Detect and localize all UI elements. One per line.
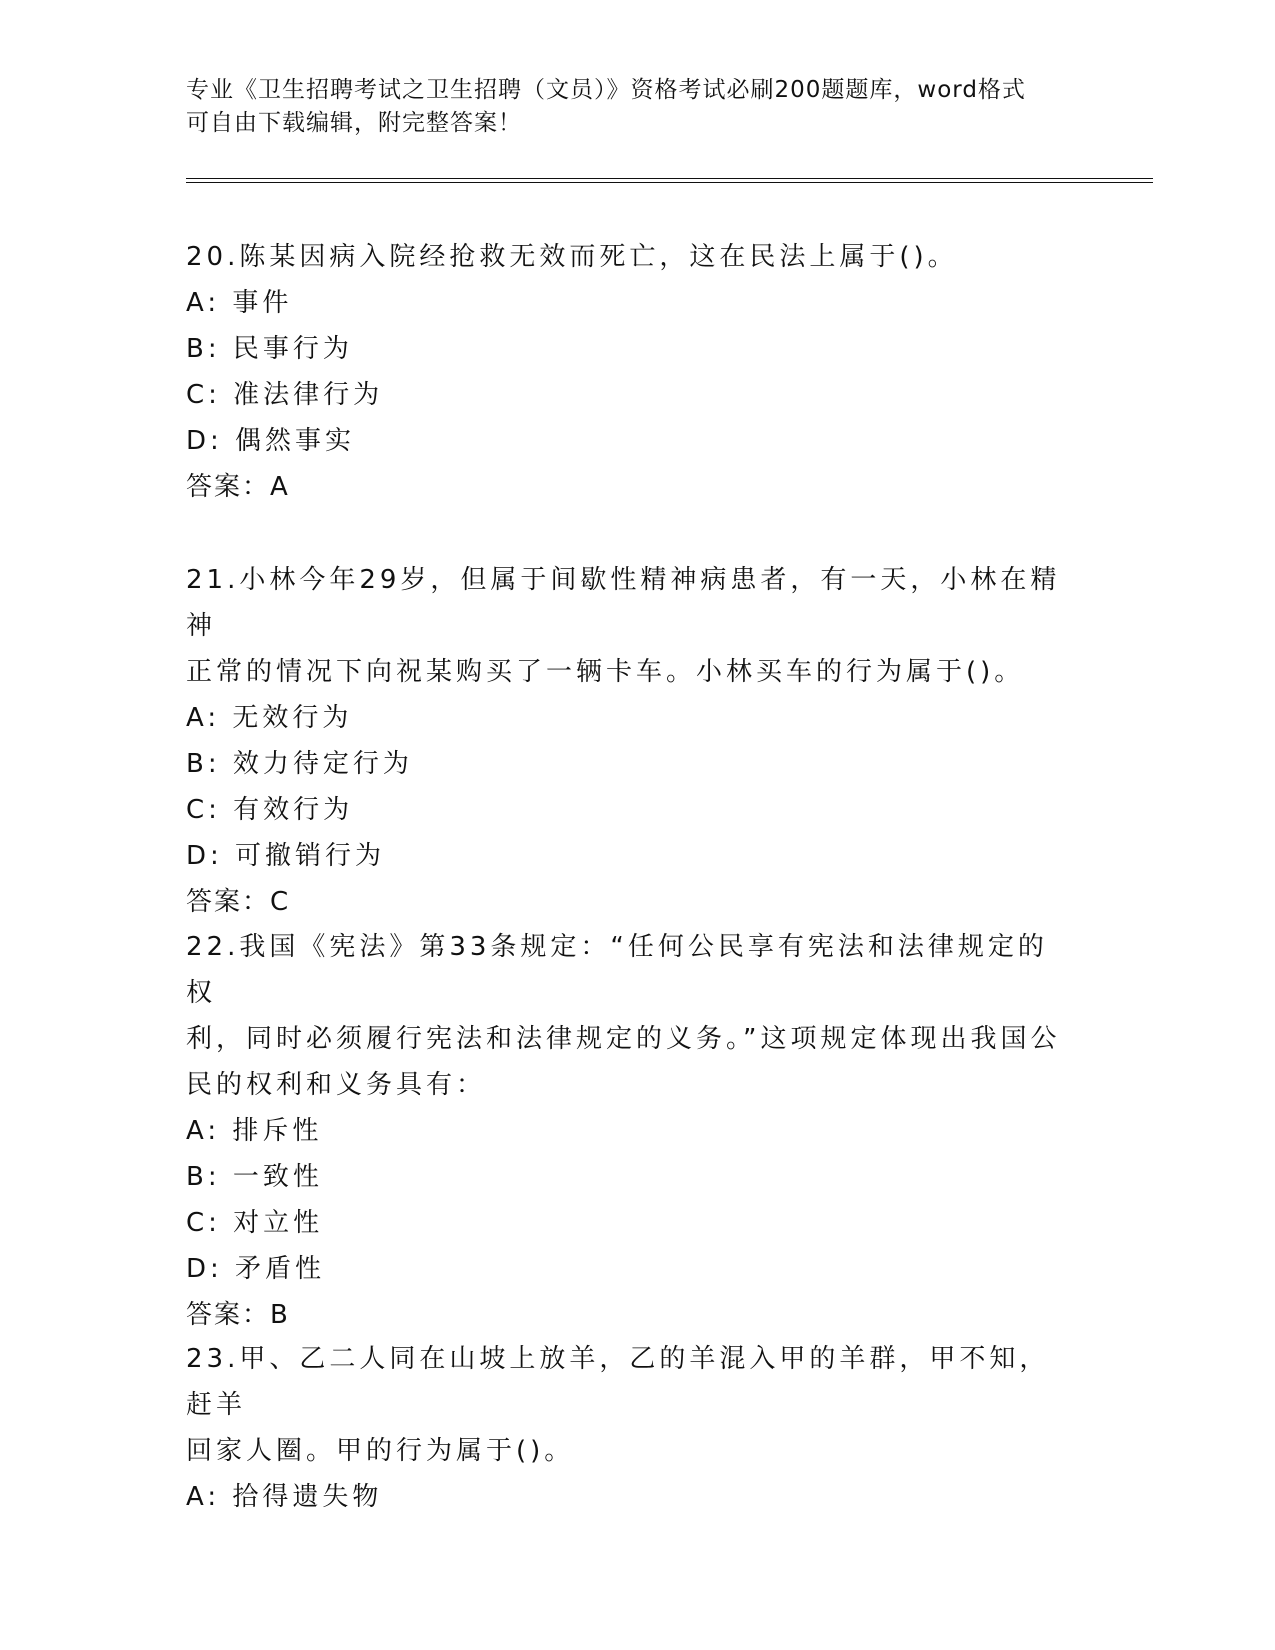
option-c: C: 有效行为 [186, 795, 354, 825]
option-d: D: 偶然事实 [186, 426, 356, 456]
header-line-2: 可自由下载编辑，附完整答案！ [186, 110, 522, 136]
question-21 [186, 557, 1066, 925]
option-b: B: 效力待定行为 [186, 749, 413, 779]
header-divider-top [186, 178, 1153, 179]
header-divider-bottom [186, 182, 1153, 183]
question-stem-line-3: 民的权利和义务具有： [186, 1070, 487, 1100]
question-stem-line-2: 正常的情况下向祝某购买了一辆卡车。小林买车的行为属于()。 [186, 657, 1025, 687]
option-a: A: 无效行为 [186, 703, 353, 733]
question-stem: 20.陈某因病入院经抢救无效而死亡，这在民法上属于()。 [186, 242, 958, 272]
question-20 [186, 234, 1066, 510]
document-header [186, 74, 1086, 140]
answer: 答案：C [186, 887, 291, 917]
option-c: C: 对立性 [186, 1208, 324, 1238]
option-d: D: 矛盾性 [186, 1254, 326, 1284]
option-a: A: 拾得遗失物 [186, 1482, 383, 1512]
option-a: A: 排斥性 [186, 1116, 323, 1146]
option-d: D: 可撤销行为 [186, 841, 386, 871]
option-b: B: 一致性 [186, 1162, 323, 1192]
answer: 答案：A [186, 472, 290, 502]
option-c: C: 准法律行为 [186, 380, 384, 410]
option-a: A: 事件 [186, 288, 293, 318]
question-stem-line-2: 回家人圈。甲的行为属于()。 [186, 1436, 575, 1466]
header-line-1: 专业《卫生招聘考试之卫生招聘（文员）》资格考试必刷200题题库，word格式 [186, 77, 1026, 103]
question-stem-line-1: 21.小林今年29岁，但属于间歇性精神病患者，有一天，小林在精神 [186, 565, 1061, 641]
answer: 答案：B [186, 1300, 290, 1330]
question-23 [186, 1336, 1066, 1520]
question-stem-line-1: 23.甲、乙二人同在山坡上放羊，乙的羊混入甲的羊群，甲不知，赶羊 [186, 1344, 1050, 1420]
question-stem-line-1: 22.我国《宪法》第33条规定：“任何公民享有宪法和法律规定的权 [186, 932, 1048, 1008]
option-b: B: 民事行为 [186, 334, 353, 364]
question-stem-line-2: 利，同时必须履行宪法和法律规定的义务。”这项规定体现出我国公 [186, 1024, 1061, 1054]
question-22 [186, 924, 1066, 1338]
